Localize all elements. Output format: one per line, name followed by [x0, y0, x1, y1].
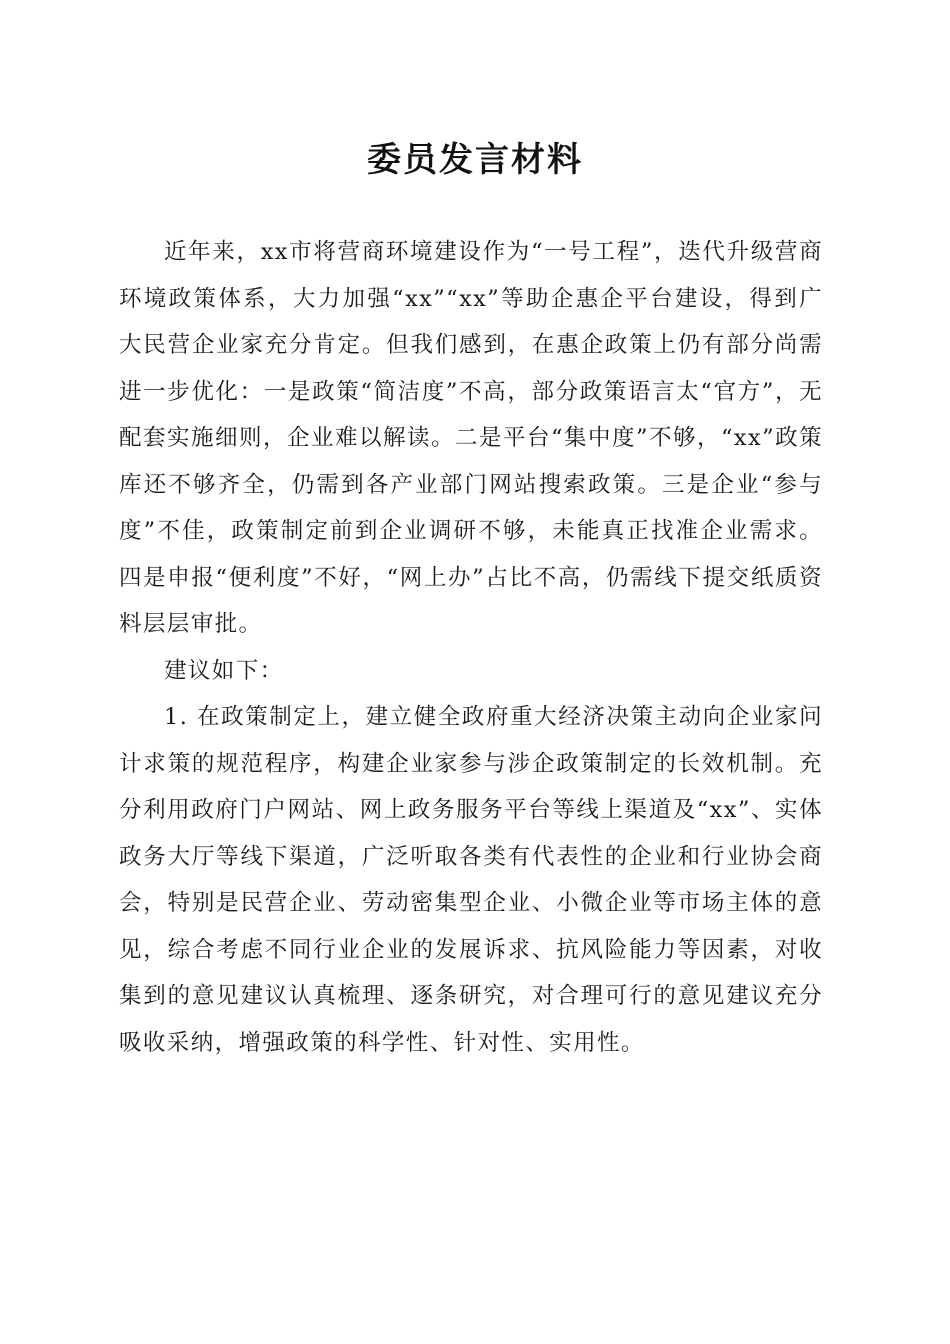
document-title: 委员发言材料 [367, 140, 583, 180]
paragraph-suggestion-heading: 建议如下： [164, 657, 284, 684]
paragraph-suggestion-1: 1. 在政策制定上，建立健全政府重大经济决策主动向企业家问计求策的规范程序，构建企业家参与涉企政策制定的长效机制。充分利用政府门户网站、网上政务服务平台等线上渠道及“xx”、实体政务大厅等线下渠道，广泛听取各类有代表性的企业和行业协会商会，特别是民营企业、劳动密集型企业、小微企业等市场主体的意见，综合考虑不同行业企业的发展诉求、抗风险能力等因素，对收集到的意见建议认真梳理、逐条研究，对合理可行的意见建议充分吸收采纳，增强政策的科学性、针对性、实用性。 [119, 704, 823, 1056]
paragraph-intro: 近年来，xx市将营商环境建设作为“一号工程”，迭代升级营商环境政策体系，大力加强“xx”“xx”等助企惠企平台建设，得到广大民营企业家充分肯定。但我们感到，在惠企政策上仍有部分尚需进一步优化：一是政策“简洁度”不高，部分政策语言太“官方”，无配套实施细则，企业难以解读。二是平台“集中度”不够，“xx”政策库还不够齐全，仍需到各产业部门网站搜索政策。三是企业“参与度”不佳，政策制定前到企业调研不够，未能真正找准企业需求。四是申报“便利度”不好，“网上办”占比不高，仍需线下提交纸质资料层层审批。 [119, 239, 823, 637]
document-body [119, 229, 823, 1066]
